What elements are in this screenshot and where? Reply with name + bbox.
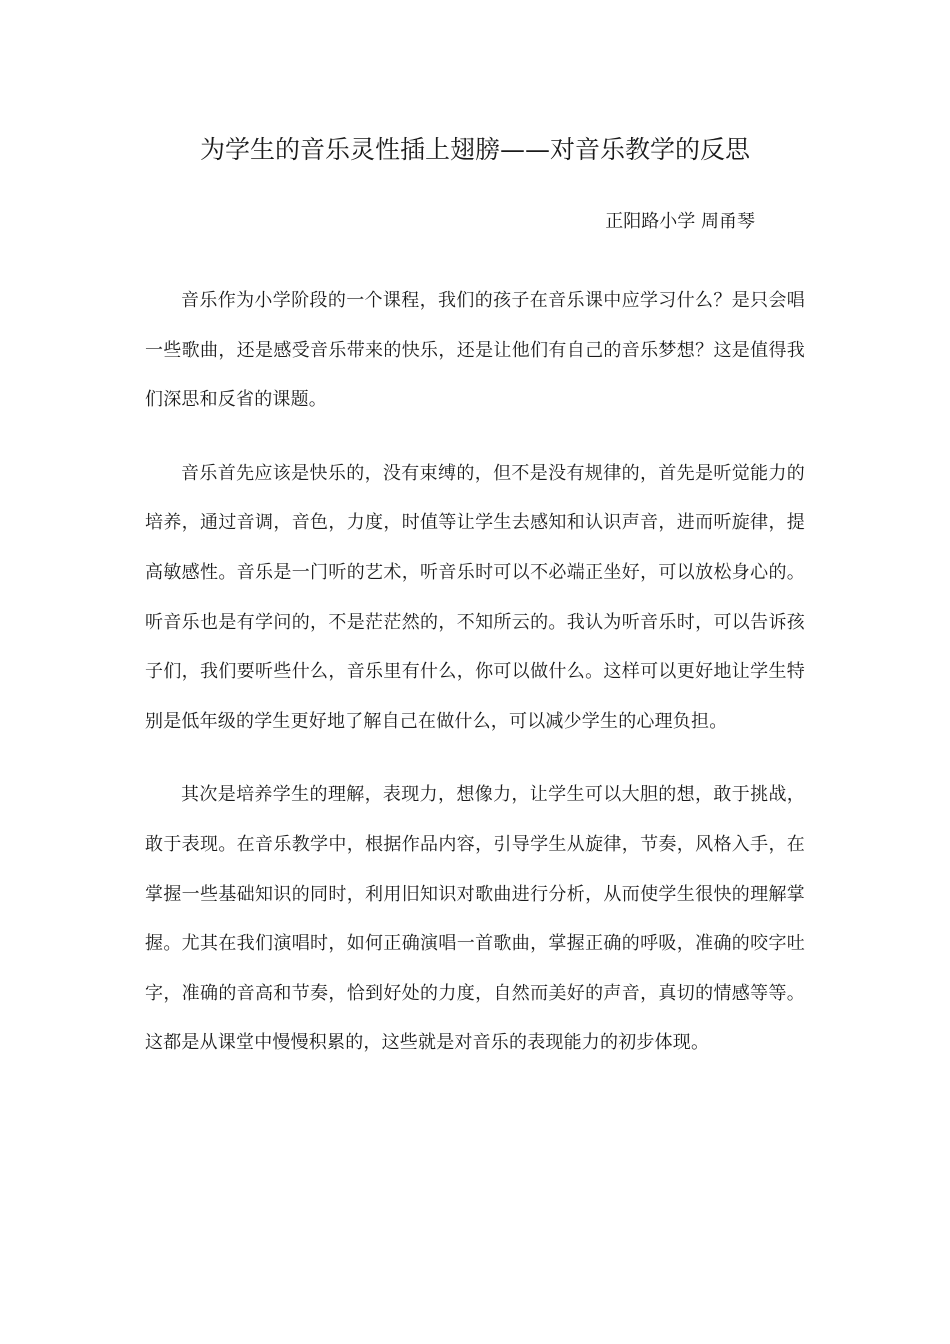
- paragraph: 其次是培养学生的理解，表现力，想像力，让学生可以大胆的想，敢于挑战，敢于表现。在音乐教学中，根据作品内容，引导学生从旋律，节奏，风格入手，在掌握一些基础知识的同时，利用旧知识对歌曲进行分析，从而使学生很快的理解掌握。尤其在我们演唱时，如何正确演唱一首歌曲，掌握正确的呼吸，准确的咬字吐字，准确的音高和节奏，恰到好处的力度，自然而美好的声音，真切的情感等等。这都是从课堂中慢慢积累的，这些就是对音乐的表现能力的初步体现。: [145, 784, 805, 1054]
- paragraph: 音乐作为小学阶段的一个课程，我们的孩子在音乐课中应学习什么？是只会唱一些歌曲，还是感受音乐带来的快乐，还是让他们有自己的音乐梦想？这是值得我们深思和反省的课题。: [145, 290, 805, 411]
- document-title: 为学生的音乐灵性插上翅膀——对音乐教学的反思: [199, 135, 750, 164]
- paragraph: 音乐首先应该是快乐的，没有束缚的，但不是没有规律的，首先是听觉能力的培养，通过音调，音色，力度，时值等让学生去感知和认识声音，进而听旋律，提高敏感性。音乐是一门听的艺术，听音乐时可以不必端正坐好，可以放松身心的。听音乐也是有学问的，不是茫茫然的，不知所云的。我认为听音乐时，可以告诉孩子们，我们要听些什么，音乐里有什么，你可以做什么。这样可以更好地让学生特别是低年级的学生更好地了解自己在做什么，可以减少学生的心理负担。: [145, 462, 805, 732]
- document-author: 正阳路小学 周甬琴: [605, 211, 755, 232]
- document-body: [145, 276, 805, 1092]
